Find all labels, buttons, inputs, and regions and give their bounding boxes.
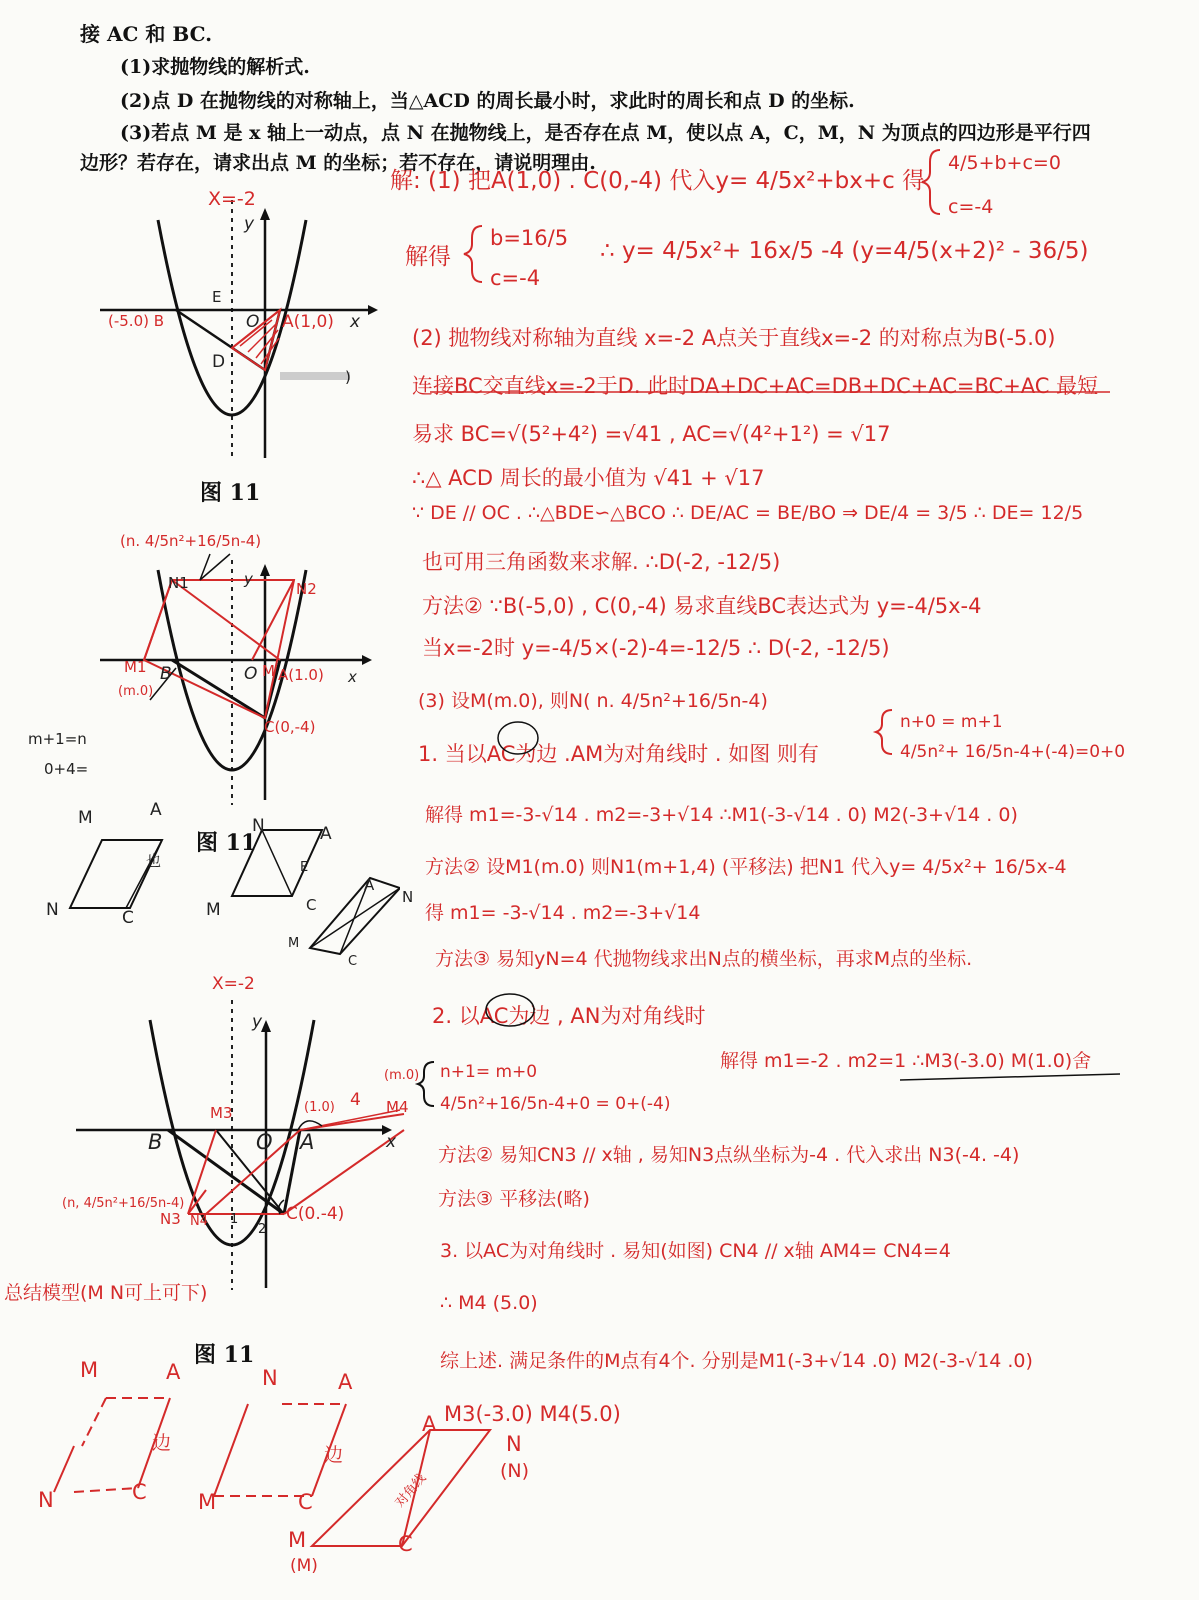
solution-line: 也可用三角函数来求解. ∴D(-2, -12/5): [422, 550, 781, 574]
s3-coords: M3(-3.0) M4(5.0): [444, 1402, 621, 1426]
solution-line: 得 m1= -3-√14 . m2=-3+√14: [425, 902, 701, 924]
fig3-M4-coord: (m.0): [384, 1068, 420, 1083]
solution-line: 4/5+b+c=0: [948, 152, 1061, 174]
fig3-A: A: [300, 1130, 315, 1154]
s1-N: N: [38, 1488, 54, 1512]
fig3-M4: M4: [386, 1098, 409, 1116]
solution-line: c=-4: [948, 196, 994, 218]
sk2-N: N: [252, 816, 265, 836]
fig1-A-label: A(1,0): [282, 312, 334, 332]
solution-line: 解: (1) 把A(1,0) . C(0,-4) 代入y= 4/5x²+bx+c 得: [390, 168, 926, 194]
solution-line: 解得 m1=-2 . m2=1 ∴M3(-3.0) M(1.0)舍: [720, 1050, 1092, 1072]
question-2: (2)点 D 在抛物线的对称轴上，当△ACD 的周长最小时，求此时的周长和点 D 的坐标.: [120, 90, 855, 112]
question-1: (1)求抛物线的解析式.: [120, 56, 310, 78]
fig1-axis-eq: X=-2: [208, 188, 256, 210]
s3-N-alt: (N): [500, 1460, 530, 1482]
fig3-O: O: [256, 1130, 273, 1154]
solution-line: ∴ M4 (5.0): [440, 1292, 538, 1314]
solution-line: 4/5n²+ 16/5n-4+(-4)=0+0: [900, 742, 1126, 762]
sk2-A: A: [320, 824, 332, 844]
fig3-A-coord: (1.0): [304, 1100, 335, 1115]
fig3-length: 4: [350, 1090, 361, 1110]
sk1-text: 也: [146, 852, 162, 870]
sk1-M: M: [78, 808, 93, 828]
fig1-E-label: E: [212, 288, 222, 306]
s3-M-alt: (M): [290, 1556, 318, 1576]
solution-line: 方法③ 平移法(略): [438, 1188, 590, 1210]
fig2-M1: M1: [124, 658, 147, 676]
printed-line-intro: 接 AC 和 BC.: [80, 22, 213, 46]
s2-M: M: [198, 1490, 217, 1514]
solution-line: 方法② 设M1(m.0) 则N1(m+1,4) (平移法) 把N1 代入y= 4/5x²+ 16/5x-4: [425, 856, 1067, 878]
question-3-continued: 边形？若存在，请求出点 M 的坐标；若不存在，请说明理由.: [80, 152, 596, 174]
fig1-O-label: O: [246, 312, 260, 332]
sk3-A: A: [364, 876, 375, 894]
fig3-angle-1: 1: [230, 1212, 239, 1227]
solution-line: n+0 = m+1: [900, 712, 1003, 732]
solution-line: 易求 BC=√(5²+4²) =√41 , AC=√(4²+1²) = √17: [412, 422, 891, 446]
fig2-M: M: [262, 662, 275, 680]
s2-A: A: [338, 1370, 353, 1394]
s2-N: N: [262, 1366, 278, 1390]
solution-line: (3) 设M(m.0), 则N( n. 4/5n²+16/5n-4): [418, 690, 768, 712]
s1-A: A: [166, 1360, 181, 1384]
fig3-angle-2: 2: [258, 1222, 267, 1237]
solution-line: 1. 当以AC为边 .AM为对角线时 . 如图 则有: [418, 742, 819, 766]
s3-A: A: [422, 1412, 437, 1436]
s1-M: M: [80, 1358, 99, 1382]
fig2-A: A(1.0): [278, 666, 324, 684]
solution-line: n+1= m+0: [440, 1062, 538, 1082]
solution-line: ∴△ ACD 周长的最小值为 √41 + √17: [412, 466, 765, 490]
fig2-top-point: (n. 4/5n²+16/5n-4): [120, 532, 262, 550]
solution-line: 方法③ 易知yN=4 代抛物线求出N点的横坐标，再求M点的坐标.: [435, 948, 973, 970]
figure-2-caption: 图 11: [196, 830, 257, 856]
solution-line: 解得: [405, 244, 451, 270]
solution-line: 方法② ∵B(-5,0) , C(0,-4) 易求直线BC表达式为 y=-4/5x-4: [422, 594, 982, 618]
fig1-x-label: x: [350, 312, 361, 332]
s2-C: C: [298, 1490, 313, 1514]
fig2-note-1: m+1=n: [28, 730, 87, 748]
solution-line: (2) 抛物线对称轴为直线 x=-2 A点关于直线x=-2 的对称点为B(-5.0): [412, 326, 1056, 350]
fig2-C: C(0,-4): [264, 718, 316, 736]
solution-line: 解得 m1=-3-√14 . m2=-3+√14 ∴M1(-3-√14 . 0) M2(-3+√14 . 0): [425, 804, 1018, 826]
s3-M: M: [288, 1528, 307, 1552]
solution-line: 3. 以AC为对角线时 . 易知(如图) CN4 // x轴 AM4= CN4=4: [440, 1240, 951, 1262]
solution-line: 连接BC交直线x=-2于D. 此时DA+DC+AC=DB+DC+AC=BC+AC 最短: [412, 374, 1099, 398]
s1-C: C: [132, 1480, 147, 1504]
fig1-D-label: D: [212, 352, 226, 372]
fig2-N2: N2: [296, 580, 317, 598]
fig2-x: x: [348, 668, 357, 686]
solution-line: 4/5n²+16/5n-4+0 = 0+(-4): [440, 1094, 671, 1114]
sk1-A: A: [150, 800, 162, 820]
solution-line: ∴ y= 4/5x²+ 16x/5 -4 (y=4/5(x+2)² - 36/5): [600, 238, 1089, 264]
s2-text: 边: [324, 1444, 344, 1466]
fig3-M3: M3: [210, 1104, 233, 1122]
s3-text: 对角线: [392, 1471, 430, 1511]
solution-line: 方法② 易知CN3 // x轴 , 易知N3点纵坐标为-4 . 代入求出 N3(-4. -4): [438, 1144, 1020, 1166]
fig1-B-label: (-5.0) B: [108, 312, 165, 330]
solution-line: 综上述. 满足条件的M点有4个. 分别是M1(-3+√14 .0) M2(-3-√14 .0): [440, 1350, 1033, 1372]
question-3: (3)若点 M 是 x 轴上一动点，点 N 在抛物线上，是否存在点 M，使以点 A，C，M，N 为顶点的四边形是平行四: [120, 122, 1091, 144]
solution-line: b=16/5: [490, 226, 569, 250]
sk2-M: M: [206, 900, 221, 920]
s3-N: N: [506, 1432, 522, 1456]
fig3-summary: 总结模型(M N可上可下): [4, 1282, 208, 1304]
fig1-y-label: y: [244, 214, 255, 234]
fig3-C: C(0.-4): [286, 1204, 345, 1224]
fig2-B: B: [160, 664, 172, 684]
fig2-O: O: [244, 664, 258, 684]
figure-3: [70, 990, 410, 1300]
fig2-M1-coord: (m.0): [118, 684, 154, 699]
sk1-C: C: [122, 908, 134, 928]
figure-1-caption: 图 11: [200, 480, 261, 506]
fig3-N4: N4: [190, 1214, 208, 1229]
fig3-x: x: [386, 1132, 397, 1152]
sk3-M: M: [288, 936, 300, 951]
solution-line: c=-4: [490, 266, 541, 290]
solution-line: ∵ DE // OC . ∴△BDE∽△BCO ∴ DE/AC = BE/BO ⇒ DE/4 = 3/5 ∴ DE= 12/5: [412, 502, 1084, 524]
fig3-N3: N3: [160, 1210, 181, 1228]
s3-C: C: [398, 1532, 413, 1556]
figure-3-caption: 图 11: [194, 1342, 255, 1368]
sk1-N: N: [46, 900, 59, 920]
sk3-C: C: [348, 954, 358, 969]
fig3-y: y: [252, 1012, 263, 1032]
solution-line: 当x=-2时 y=-4/5×(-2)-4=-12/5 ∴ D(-2, -12/5): [422, 636, 890, 660]
fig3-axis-eq: X=-2: [212, 974, 255, 994]
sk2-text: E: [300, 860, 309, 875]
s1-text: 边: [152, 1432, 172, 1454]
sk2-C: C: [306, 896, 317, 914]
solution-line: 2. 以AC为边 , AN为对角线时: [432, 1004, 706, 1028]
fig3-B: B: [148, 1130, 163, 1154]
fig2-note-2: 0+4=: [44, 760, 89, 778]
sk3-N: N: [402, 888, 414, 906]
fig2-N1: N1: [168, 574, 189, 592]
fig2-y: y: [244, 570, 253, 588]
fig3-left-point: (n, 4/5n²+16/5n-4): [62, 1196, 185, 1211]
